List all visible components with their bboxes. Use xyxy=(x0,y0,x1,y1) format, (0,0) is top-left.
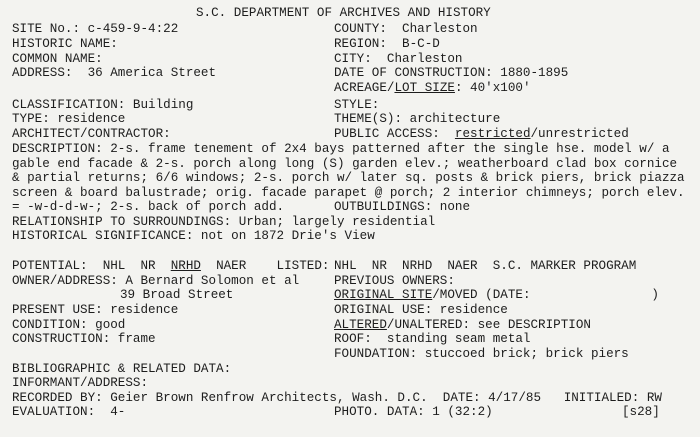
relationship-to-surroundings: RELATIONSHIP TO SURROUNDINGS: Urban; largely residential xyxy=(12,215,436,229)
moved-label: /MOVED (DATE: ) xyxy=(432,288,659,302)
common-name: COMMON NAME: xyxy=(12,52,103,66)
unaltered-label: /UNALTERED: see DESCRIPTION xyxy=(386,318,591,332)
bibliographic-data: BIBLIOGRAPHIC & RELATED DATA: xyxy=(12,362,232,376)
address: ADDRESS: 36 America Street xyxy=(12,66,217,80)
roof: ROOF: standing seam metal xyxy=(334,332,531,346)
acreage-label: ACREAGE/ xyxy=(334,81,395,95)
historical-significance: HISTORICAL SIGNIFICANCE: not on 1872 Drie's View xyxy=(12,229,375,243)
altered-unaltered xyxy=(334,318,591,332)
architect-contractor: ARCHITECT/CONTRACTOR: xyxy=(12,127,171,141)
lot-size-label: LOT SIZE xyxy=(394,81,455,95)
public-access xyxy=(334,127,629,141)
construction: CONSTRUCTION: frame xyxy=(12,332,156,346)
county: COUNTY: Charleston xyxy=(334,22,478,36)
informant-address: INFORMANT/ADDRESS: xyxy=(12,376,149,390)
public-access-unrestricted: /unrestricted xyxy=(530,127,629,141)
photo-data: PHOTO. DATA: 1 (32:2) xyxy=(334,405,493,419)
description-line: & partial returns; 6/6 windows; 2-s. porch w/ later sq. posts & brick piers, brick piazza xyxy=(12,171,685,185)
owner-address-line-2: 39 Broad Street xyxy=(120,288,234,302)
original-site-label: ORIGINAL SITE xyxy=(334,288,433,302)
potential-nrhd: NRHD xyxy=(170,259,201,273)
classification: CLASSIFICATION: Building xyxy=(12,98,194,112)
site-number: SITE No.: c-459-9-4:22 xyxy=(12,22,179,36)
record-code: [s28] xyxy=(622,405,660,419)
public-access-label: PUBLIC ACCESS: xyxy=(334,127,455,141)
present-use: PRESENT USE: residence xyxy=(12,303,179,317)
original-site-moved xyxy=(334,288,659,302)
owner-address: OWNER/ADDRESS: A Bernard Solomon et al xyxy=(12,274,300,288)
public-access-restricted: restricted xyxy=(454,127,531,141)
condition: CONDITION: good xyxy=(12,318,126,332)
date-of-construction: DATE OF CONSTRUCTION: 1880-1895 xyxy=(334,66,569,80)
acreage-lot-size xyxy=(334,81,531,95)
outbuildings: OUTBUILDINGS: none xyxy=(334,200,471,214)
listed-options: NHL NR NRHD NAER S.C. MARKER PROGRAM xyxy=(334,259,637,273)
lot-size-value: : 40'x100' xyxy=(454,81,531,95)
themes: THEME(S): architecture xyxy=(334,112,501,126)
foundation: FOUNDATION: stuccoed brick; brick piers xyxy=(334,347,629,361)
altered-label: ALTERED xyxy=(334,318,387,332)
recorded-by: RECORDED BY: Geier Brown Renfrow Architects, Wash. D.C. DATE: 4/17/85 INITIALED: RW xyxy=(12,391,662,405)
document-header: S.C. DEPARTMENT OF ARCHIVES AND HISTORY xyxy=(196,6,491,20)
city: CITY: Charleston xyxy=(334,52,463,66)
historic-name: HISTORIC NAME: xyxy=(12,37,118,51)
description-line: = -w-d-d-w-; 2-s. back of porch add. xyxy=(12,200,285,214)
potential-options: POTENTIAL: NHL NR xyxy=(12,259,171,273)
description-line: DESCRIPTION: 2-s. frame tenement of 2x4 bays patterned after the single hse. model w/ a xyxy=(12,142,670,156)
original-use: ORIGINAL USE: residence xyxy=(334,303,508,317)
evaluation: EVALUATION: 4- xyxy=(12,405,126,419)
type: TYPE: residence xyxy=(12,112,126,126)
potential xyxy=(12,259,329,273)
previous-owners: PREVIOUS OWNERS: xyxy=(334,274,455,288)
style: STYLE: xyxy=(334,98,380,112)
potential-listed-label: NAER LISTED: xyxy=(200,259,330,273)
description-line: screen & board balustrade; orig. facade parapet @ porch; 2 interior chimneys; porch elev. xyxy=(12,186,685,200)
description-line: gable end facade & 2-s. porch along long (S) garden elev.; weatherboard clad box cornice xyxy=(12,157,678,171)
region: REGION: B-C-D xyxy=(334,37,440,51)
